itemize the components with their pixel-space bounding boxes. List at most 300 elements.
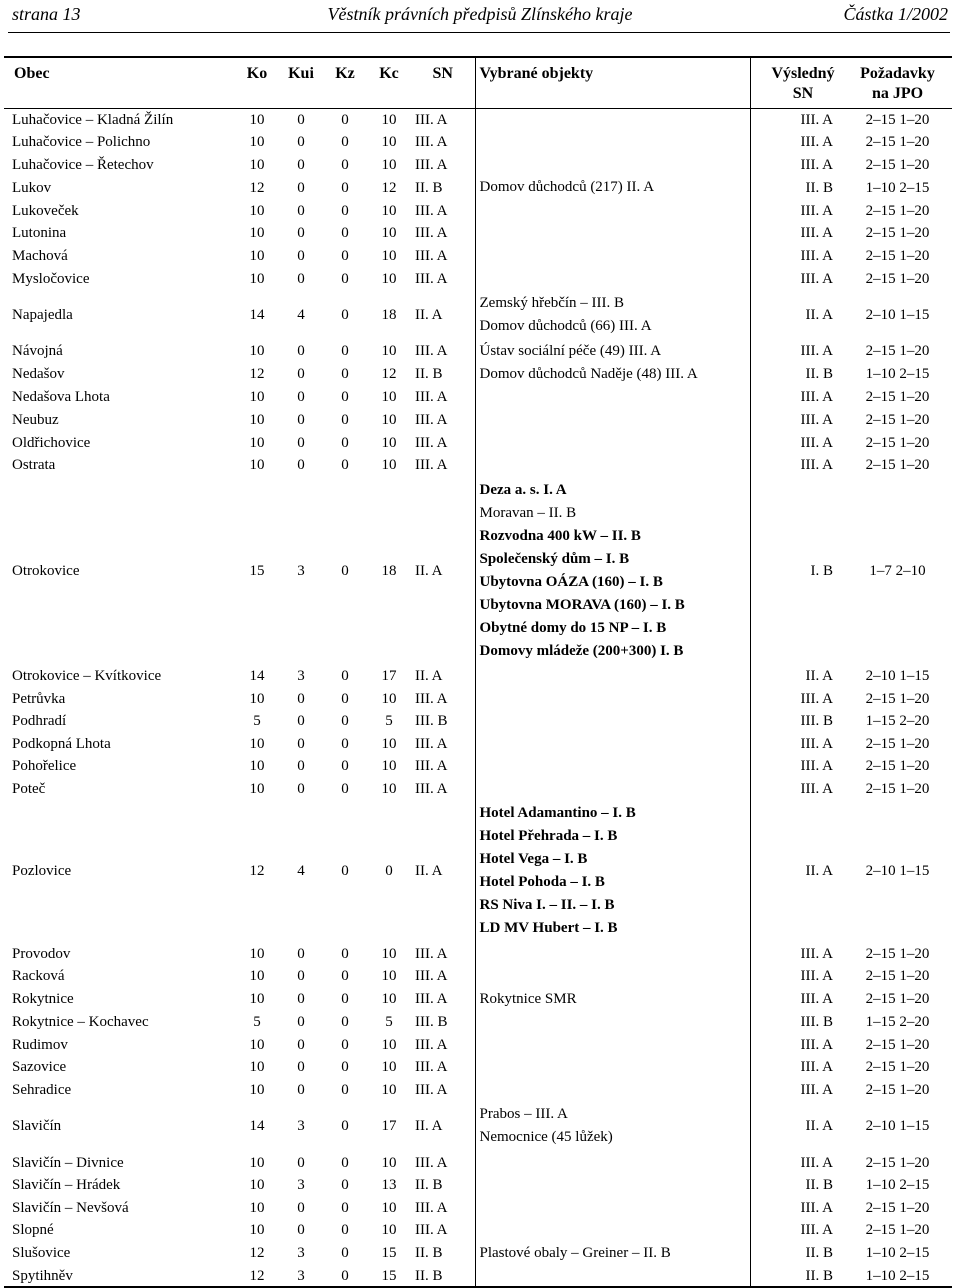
cell-kui: 0 [297,179,305,196]
cell-kc: 10 [381,968,397,985]
cell-pozadavky: 2–15 1–20 [865,781,930,798]
cell-objekty [475,199,750,222]
table-row [4,755,952,778]
cell-obec: Luhačovice – Kladná Žilín [12,112,174,129]
table-row [4,409,952,432]
table-row [4,363,952,386]
cell-sn: II. A [415,1118,443,1135]
cell-pozadavky: 2–15 1–20 [865,389,930,406]
cell-sn: III. B [415,1013,448,1030]
cell-obec: Pozlovice [12,863,72,880]
cell-objekty [475,732,750,755]
cell-kz: 0 [323,1265,367,1288]
table-row [4,267,952,290]
cell-vysledny-sn: III. A [800,690,833,707]
cell-vysledny-sn: III. A [800,411,833,428]
cell-kui: 0 [297,112,305,129]
cell-obec: Oldřichovice [12,434,91,451]
cell-kui: 3 [297,1245,305,1262]
cell-kc: 10 [381,1199,397,1216]
cell-objekty [475,1197,750,1220]
cell-vysledny-sn: III. A [800,225,833,242]
cell-objekty [475,222,750,245]
cell-ko: 12 [249,863,265,880]
cell-objekty [475,245,750,268]
cell-obec: Rudimov [12,1036,68,1053]
cell-obec: Napajedla [12,306,73,323]
cell-pozadavky: 2–15 1–20 [865,202,930,219]
table-row [4,965,952,988]
cell-kc: 10 [381,411,397,428]
table-container [4,56,952,1288]
cell-sn: III. A [415,202,448,219]
cell-objekty [475,1265,750,1288]
cell-objekty [475,1151,750,1174]
cell-obec: Slavičín – Divnice [12,1154,124,1171]
cell-vysledny-sn: III. A [800,968,833,985]
cell-pozadavky: 1–15 2–20 [865,713,930,730]
cell-vysledny-sn: III. A [800,1154,833,1171]
cell-kc: 15 [381,1245,397,1262]
cell-obec: Machová [12,248,68,265]
table-header-row [4,57,952,109]
col-header-ko: Ko [235,57,279,109]
cell-objekty [475,267,750,290]
cell-vysledny-sn: III. A [800,735,833,752]
cell-vysledny-sn: III. A [800,945,833,962]
objekt-item: Rozvodna 400 kW – II. B [479,527,641,544]
table-row [4,1011,952,1034]
cell-kz: 0 [341,157,349,174]
cell-sn: II. B [415,179,443,196]
cell-vysledny-sn: III. A [800,112,833,129]
cell-sn: III. A [415,1081,448,1098]
cell-ko: 10 [249,1177,265,1194]
cell-kz: 0 [341,1118,349,1135]
cell-pozadavky: 1–7 2–10 [869,562,926,579]
cell-kz: 0 [341,1245,349,1262]
cell-objekty [475,176,750,199]
cell-vysledny-sn: III. A [800,157,833,174]
cell-kc: 10 [381,202,397,219]
cell-obec: Lukov [12,179,52,196]
cell-obec: Petrůvka [12,690,66,707]
cell-objekty [475,965,750,988]
cell-kui: 0 [297,343,305,360]
cell-objekty [475,340,750,363]
cell-kui: 0 [297,225,305,242]
objekt-item: Domov důchodců Naděje (48) III. A [479,365,698,382]
cell-kc: 10 [381,1222,397,1239]
table-row [4,687,952,710]
cell-vysledny-sn: I. B [810,562,833,579]
cell-vysledny-sn: II. B [805,179,833,196]
cell-objekty [475,1101,750,1151]
cell-ko: 10 [249,157,265,174]
cell-pozadavky: 2–15 1–20 [865,690,930,707]
cell-pozadavky: 2–10 1–15 [865,306,930,323]
cell-kz: 0 [341,179,349,196]
cell-pozadavky: 2–15 1–20 [865,457,930,474]
cell-kc: 13 [381,1177,397,1194]
cell-kui: 0 [297,366,305,383]
cell-obec: Sehradice [12,1081,72,1098]
cell-sn: III. A [415,157,448,174]
cell-objekty [475,131,750,154]
cell-sn: III. A [415,735,448,752]
cell-vysledny-sn: III. A [800,134,833,151]
table-row [4,199,952,222]
cell-ko: 10 [249,1036,265,1053]
table-row [4,245,952,268]
cell-kui: 4 [297,306,305,323]
cell-kz: 0 [341,1059,349,1076]
table-row [4,1056,952,1079]
cell-pozadavky: 2–15 1–20 [865,343,930,360]
cell-obec: Luhačovice – Polichno [12,134,151,151]
cell-kui: 3 [297,562,305,579]
cell-kz: 0 [341,389,349,406]
cell-kz: 0 [341,1081,349,1098]
cell-ko: 14 [249,306,265,323]
objekt-item: Domov důchodců (217) II. A [479,179,655,196]
cell-obec: Slavičín [12,1118,62,1135]
cell-obec: Neubuz [12,411,59,428]
cell-pozadavky: 1–10 2–15 [865,366,930,383]
cell-kz: 0 [341,667,349,684]
cell-vysledny-sn: III. A [800,1059,833,1076]
objekt-item: Hotel Pohoda – I. B [479,874,605,891]
cell-kz: 0 [341,434,349,451]
cell-kz: 0 [341,1036,349,1053]
cell-vysledny-sn: III. B [800,713,833,730]
table-row [4,1197,952,1220]
cell-kz: 0 [341,968,349,985]
cell-ko: 10 [249,781,265,798]
cell-sn: III. A [415,1199,448,1216]
table-row [4,942,952,965]
cell-ko: 15 [249,562,265,579]
table-row [4,1033,952,1056]
objekt-item: Deza a. s. I. A [479,481,567,498]
cell-kc: 10 [381,1059,397,1076]
cell-pozadavky: 2–15 1–20 [865,1199,930,1216]
cell-ko: 12 [249,366,265,383]
cell-obec: Lutonina [12,225,67,242]
cell-kc: 10 [381,270,397,287]
table-row [4,477,952,665]
cell-ko: 10 [249,225,265,242]
cell-kui: 0 [297,713,305,730]
cell-ko: 10 [249,411,265,428]
cell-kui: 3 [297,667,305,684]
table-row [4,109,952,132]
col-header-vysledny-sn [750,57,843,109]
cell-pozadavky: 2–15 1–20 [865,134,930,151]
cell-obec: Spytihněv [4,1265,235,1288]
cell-kc: 10 [381,735,397,752]
cell-ko: 10 [249,991,265,1008]
cell-kc: 5 [385,1013,393,1030]
objekt-item: Obytné domy do 15 NP – I. B [479,619,667,636]
cell-ko: 10 [249,1199,265,1216]
cell-vysledny-sn: II. B [750,1265,843,1288]
objekt-item: Ústav sociální péče (49) III. A [479,342,662,359]
table-row [4,1174,952,1197]
cell-ko: 12 [235,1265,279,1288]
cell-vysledny-sn: III. A [800,389,833,406]
cell-sn: III. A [415,389,448,406]
cell-kz: 0 [341,863,349,880]
cell-objekty [475,1174,750,1197]
cell-obec: Nedašova Lhota [12,389,110,406]
cell-obec: Racková [12,968,65,985]
objekt-item: Hotel Vega – I. B [479,851,588,868]
cell-objekty [475,1219,750,1242]
cell-objekty [475,687,750,710]
cell-kui: 0 [297,735,305,752]
cell-pozadavky: 1–10 2–15 [865,179,930,196]
cell-pozadavky: 1–10 2–15 [843,1265,952,1288]
cell-kz: 0 [341,457,349,474]
cell-ko: 14 [249,667,265,684]
cell-kui: 0 [297,781,305,798]
cell-sn: III. A [415,1222,448,1239]
cell-sn: III. A [415,991,448,1008]
cell-pozadavky: 1–10 2–15 [865,1245,930,1262]
cell-vysledny-sn: III. A [800,781,833,798]
page-header [12,0,948,30]
objekt-item: Domovy mládeže (200+300) I. B [479,642,684,659]
cell-kui: 0 [297,457,305,474]
cell-pozadavky: 2–15 1–20 [865,1059,930,1076]
cell-kz: 0 [341,306,349,323]
cell-vysledny-sn: III. A [800,1222,833,1239]
cell-sn: II. B [415,366,443,383]
cell-vysledny-sn: III. A [800,1199,833,1216]
cell-kui: 0 [297,1199,305,1216]
cell-kc: 10 [381,945,397,962]
publication-title: Věstník právních předpisů Zlínského kraje [327,4,633,24]
cell-kc: 10 [381,248,397,265]
cell-ko: 10 [249,945,265,962]
table-row [4,732,952,755]
cell-pozadavky: 1–15 2–20 [865,1013,930,1030]
cell-sn: II. A [415,667,443,684]
table-row [4,454,952,477]
cell-kui: 0 [297,690,305,707]
cell-objekty [475,363,750,386]
cell-kc: 0 [385,863,393,880]
cell-objekty [475,800,750,942]
cell-pozadavky: 2–15 1–20 [865,735,930,752]
cell-sn: II. A [415,562,443,579]
cell-kc: 17 [381,1118,397,1135]
cell-kz: 0 [341,1199,349,1216]
cell-kz: 0 [341,343,349,360]
cell-sn: III. A [415,225,448,242]
table-row [4,340,952,363]
cell-kui: 0 [297,202,305,219]
cell-vysledny-sn: III. A [800,248,833,265]
cell-obec: Rokytnice – Kochavec [12,1013,149,1030]
table-row [4,290,952,340]
data-table [4,56,952,1288]
cell-kc: 18 [381,562,397,579]
cell-kz: 0 [341,225,349,242]
cell-kui: 0 [297,389,305,406]
cell-pozadavky: 2–15 1–20 [865,434,930,451]
cell-objekty [475,1242,750,1265]
cell-sn: III. A [415,134,448,151]
cell-sn: III. A [415,1059,448,1076]
objekt-item: LD MV Hubert – I. B [479,920,618,937]
cell-sn: II. B [415,1245,443,1262]
cell-pozadavky: 1–10 2–15 [865,1177,930,1194]
cell-pozadavky: 2–15 1–20 [865,1081,930,1098]
cell-kc: 17 [381,667,397,684]
cell-pozadavky: 2–15 1–20 [865,112,930,129]
cell-vysledny-sn: III. A [800,758,833,775]
cell-kui: 0 [297,1013,305,1030]
cell-obec: Rokytnice [12,991,74,1008]
objekt-item: Hotel Přehrada – I. B [479,828,618,845]
cell-pozadavky: 2–15 1–20 [865,270,930,287]
cell-objekty [475,710,750,733]
table-row [4,778,952,801]
cell-pozadavky: 2–15 1–20 [865,968,930,985]
cell-ko: 10 [249,389,265,406]
cell-vysledny-sn: III. A [800,270,833,287]
cell-vysledny-sn: II. A [805,667,833,684]
objekt-item: Moravan – II. B [479,504,577,521]
header-rule [8,32,950,33]
table-row [4,1219,952,1242]
cell-ko: 10 [249,1154,265,1171]
cell-kui: 3 [279,1265,323,1288]
objekt-item: Plastové obaly – Greiner – II. B [479,1244,671,1261]
table-body [4,109,952,1288]
cell-pozadavky: 2–15 1–20 [865,1222,930,1239]
cell-obec: Slavičín – Hrádek [12,1177,121,1194]
cell-obec: Slavičín – Nevšová [12,1199,129,1216]
table-row [4,1242,952,1265]
cell-ko: 10 [249,1059,265,1076]
cell-ko: 10 [249,1222,265,1239]
table-row [4,1101,952,1151]
cell-kui: 0 [297,134,305,151]
cell-ko: 12 [249,179,265,196]
cell-pozadavky: 2–10 1–15 [865,1118,930,1135]
cell-sn: III. A [415,248,448,265]
cell-pozadavky: 2–15 1–20 [865,225,930,242]
cell-obec: Ostrata [12,457,56,474]
objekt-item: Hotel Adamantino – I. B [479,805,636,822]
cell-vysledny-sn: III. B [800,1013,833,1030]
cell-kc: 12 [381,179,397,196]
cell-ko: 10 [249,248,265,265]
cell-obec: Podhradí [12,713,67,730]
cell-sn: II. A [415,306,443,323]
col-header-pozadavky [843,57,952,109]
col-header-kz: Kz [323,57,367,109]
cell-kz: 0 [341,202,349,219]
cell-obec: Otrokovice – Kvítkovice [12,667,162,684]
col-header-kc: Kc [367,57,411,109]
cell-objekty [475,154,750,177]
table-row [4,800,952,942]
cell-sn: III. A [415,758,448,775]
cell-objekty [475,386,750,409]
cell-objekty [475,1079,750,1102]
cell-ko: 10 [249,690,265,707]
cell-vysledny-sn: II. A [805,306,833,323]
cell-kc: 10 [381,134,397,151]
col-header-obec: Obec [4,57,235,109]
cell-objekty [475,942,750,965]
cell-kui: 0 [297,1222,305,1239]
cell-obec: Nedašov [12,366,65,383]
cell-pozadavky: 2–10 1–15 [865,863,930,880]
cell-kc: 12 [381,366,397,383]
cell-kz: 0 [341,411,349,428]
cell-objekty [475,290,750,340]
cell-vysledny-sn: III. A [800,343,833,360]
cell-kui: 0 [297,1081,305,1098]
cell-obec: Podkopná Lhota [12,735,111,752]
cell-sn: II. A [415,863,443,880]
cell-sn: III. A [415,457,448,474]
col-header-sn: SN [411,57,475,109]
cell-vysledny-sn: III. A [800,457,833,474]
cell-kz: 0 [341,134,349,151]
cell-kc: 18 [381,306,397,323]
cell-obec: Pohořelice [12,758,77,775]
cell-ko: 12 [249,1245,265,1262]
cell-sn: III. A [415,1036,448,1053]
cell-kui: 0 [297,758,305,775]
table-row [4,222,952,245]
cell-vysledny-sn: III. A [800,991,833,1008]
cell-vysledny-sn: II. A [805,1118,833,1135]
cell-kui: 0 [297,248,305,265]
cell-ko: 10 [249,1081,265,1098]
cell-kz: 0 [341,991,349,1008]
table-row [4,154,952,177]
table-row [4,710,952,733]
cell-pozadavky: 2–15 1–20 [865,411,930,428]
cell-kc: 10 [381,758,397,775]
cell-obec: Sazovice [12,1059,67,1076]
page-number: strana 13 [12,4,81,24]
cell-vysledny-sn: III. A [800,1036,833,1053]
cell-obec: Lukoveček [12,202,79,219]
cell-kc: 10 [381,1154,397,1171]
cell-kui: 0 [297,1154,305,1171]
cell-kz: 0 [341,713,349,730]
cell-vysledny-sn: III. A [800,1081,833,1098]
cell-objekty [475,988,750,1011]
cell-kui: 3 [297,1177,305,1194]
table-row [4,176,952,199]
objekt-item: Ubytovna MORAVA (160) – I. B [479,596,685,613]
cell-kc: 10 [381,434,397,451]
cell-kz: 0 [341,735,349,752]
table-row [4,1151,952,1174]
cell-objekty [475,454,750,477]
cell-kz: 0 [341,562,349,579]
cell-ko: 10 [249,735,265,752]
